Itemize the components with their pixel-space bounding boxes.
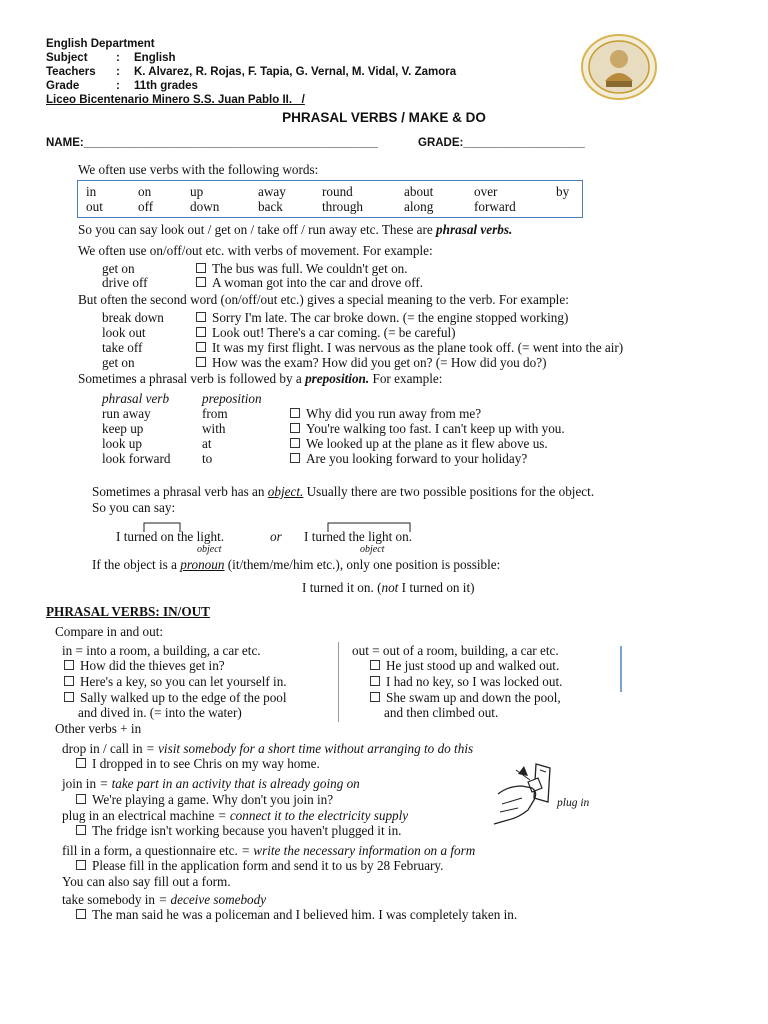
prep-prep: from <box>202 406 228 421</box>
item-example <box>76 858 443 874</box>
item-def: = write the necessary information on a form <box>241 843 476 858</box>
example-text: The fridge isn't working because you haven't plugged it in. <box>92 823 402 838</box>
example-text: A woman got into the car and drove off. <box>212 275 424 290</box>
word: forward <box>474 199 516 214</box>
example-text: It was my first flight. I was nervous as the plane took off. (= went into the air) <box>212 340 624 355</box>
checkbox-icon <box>196 357 206 367</box>
text: (it/them/me/him etc.), only one position is possible: <box>224 557 501 572</box>
word: by <box>556 184 570 199</box>
item-def: = take part in an activity that is already going on <box>99 776 360 791</box>
checkbox-icon <box>196 277 206 287</box>
prep-example <box>290 436 548 452</box>
grade-field[interactable]: GRADE:___________________ <box>418 137 585 149</box>
out-example <box>370 674 562 690</box>
example-text: I dropped in to see Chris on my way home. <box>92 756 320 771</box>
phrasal-verbs-term: phrasal verbs. <box>436 222 513 237</box>
item-heading <box>62 843 475 859</box>
example-text: Look out! There's a car coming. (= be careful) <box>212 325 456 340</box>
out-example-cont: and then climbed out. <box>384 705 499 720</box>
item-heading <box>62 892 266 908</box>
special-example <box>196 310 568 326</box>
in-example <box>64 658 225 674</box>
col-head-verb: phrasal verb <box>102 391 170 406</box>
word: about <box>404 184 434 199</box>
special-example <box>196 340 623 356</box>
object-intro <box>92 484 594 500</box>
colon: : <box>116 80 120 92</box>
movement-example <box>196 275 423 291</box>
in-definition: in = into a room, a building, a car etc. <box>62 643 261 658</box>
item-head: fill in a form, a questionnaire etc. <box>62 843 238 858</box>
example-text: The bus was full. We couldn't get on. <box>212 261 408 276</box>
plug-in-label: plug in <box>557 797 590 809</box>
checkbox-icon <box>76 909 86 919</box>
checkbox-icon <box>64 676 74 686</box>
fillout-line: You can also say fill out a form. <box>62 874 231 889</box>
checkbox-icon <box>196 327 206 337</box>
prep-example <box>290 406 481 422</box>
object-label: object <box>360 544 385 555</box>
word: down <box>190 199 220 214</box>
item-example <box>76 823 401 839</box>
word: up <box>190 184 204 199</box>
checkbox-icon <box>370 660 380 670</box>
text: Sometimes a phrasal verb has an <box>92 484 268 499</box>
grade-value: 11th grades <box>134 80 198 92</box>
checkbox-icon <box>76 825 86 835</box>
text: If the object is a <box>92 557 181 572</box>
example-text: How was the exam? How did you get on? (= How did you do?) <box>212 355 547 370</box>
item-head: drop in / call in <box>62 741 143 756</box>
prep-verb: keep up <box>102 421 144 436</box>
prep-verb: look up <box>102 436 142 451</box>
word: over <box>474 184 498 199</box>
teachers-row <box>46 66 456 80</box>
example-text: We looked up at the plane as it flew above us. <box>306 436 548 451</box>
object-example-1: I turned on the light. <box>116 529 225 544</box>
checkbox-icon <box>370 676 380 686</box>
prep-example <box>290 451 527 467</box>
grade-label: Grade <box>46 80 80 92</box>
checkbox-icon <box>76 860 86 870</box>
plug-in-icon <box>488 758 558 838</box>
column-edge <box>620 646 622 692</box>
item-heading <box>62 741 473 757</box>
checkbox-icon <box>290 438 300 448</box>
section-heading-inout: PHRASAL VERBS: IN/OUT <box>46 604 210 619</box>
object-line-2: So you can say: <box>92 500 176 515</box>
example-text: The man said he was a policeman and I believed him. I was completely taken in. <box>92 907 518 922</box>
item-head: join in <box>62 776 97 791</box>
checkbox-icon <box>76 794 86 804</box>
department: English Department <box>46 38 155 50</box>
special-intro: But often the second word (on/off/out etc.) gives a special meaning to the verb. For example: <box>78 292 569 307</box>
pronoun-example <box>302 580 475 596</box>
subject-row <box>46 52 176 66</box>
checkbox-icon <box>290 408 300 418</box>
checkbox-icon <box>290 453 300 463</box>
not-word: not <box>381 580 399 595</box>
school-logo <box>580 33 658 101</box>
compare-line: Compare in and out: <box>55 624 164 639</box>
text: Usually there are two possible positions for the object. <box>303 484 595 499</box>
in-example <box>64 690 287 706</box>
intro-line-2 <box>78 222 512 238</box>
checkbox-icon <box>196 312 206 322</box>
teachers-label: Teachers <box>46 66 96 78</box>
example-text: I had no key, so I was locked out. <box>386 674 563 689</box>
special-verb: break down <box>102 310 164 325</box>
object-term: object. <box>267 484 304 499</box>
checkbox-icon <box>64 660 74 670</box>
word: away <box>258 184 286 199</box>
item-example <box>76 907 517 923</box>
item-def: = connect it to the electricity supply <box>217 808 409 823</box>
text: Sometimes a phrasal verb is followed by a <box>78 371 306 386</box>
word: round <box>322 184 353 199</box>
movement-verb: get on <box>102 261 135 276</box>
example-text: You're walking too fast. I can't keep up with you. <box>306 421 565 436</box>
intro-line-1: We often use verbs with the following words: <box>78 162 319 177</box>
example-text: He just stood up and walked out. <box>386 658 560 673</box>
special-example <box>196 325 456 341</box>
special-verb: get on <box>102 355 135 370</box>
item-example <box>76 756 320 772</box>
out-example <box>370 658 559 674</box>
example-text: Sorry I'm late. The car broke down. (= the engine stopped working) <box>212 310 569 325</box>
special-example <box>196 355 547 371</box>
subject-value: English <box>134 52 176 64</box>
special-verb: take off <box>102 340 143 355</box>
out-definition: out = out of a room, building, a car etc. <box>352 643 559 658</box>
item-def: = visit somebody for a short time without arranging to do this <box>145 741 474 756</box>
column-divider <box>338 642 339 722</box>
prep-prep: with <box>202 421 226 436</box>
example-text: Please fill in the application form and send it to us by 28 February. <box>92 858 444 873</box>
word: out <box>86 199 103 214</box>
example-text: Here's a key, so you can let yourself in. <box>80 674 287 689</box>
prep-prep: at <box>202 436 212 451</box>
object-label: object <box>197 544 222 555</box>
checkbox-icon <box>76 758 86 768</box>
other-verbs: Other verbs + in <box>55 721 142 736</box>
grade-row <box>46 80 198 94</box>
colon: : <box>116 66 120 78</box>
intro-line-3: We often use on/off/out etc. with verbs of movement. For example: <box>78 243 433 258</box>
preposition-intro <box>78 371 442 387</box>
special-verb: look out <box>102 325 146 340</box>
slash: / <box>301 94 305 106</box>
example-text: How did the thieves get in? <box>80 658 225 673</box>
school-text: Liceo Bicentenario Minero S.S. Juan Pablo II. <box>46 94 293 106</box>
item-head: plug in an electrical machine <box>62 808 215 823</box>
item-heading <box>62 776 360 792</box>
out-example <box>370 690 561 706</box>
prep-example <box>290 421 565 437</box>
word: through <box>322 199 364 214</box>
text: For example: <box>369 371 443 386</box>
school-name <box>46 94 305 108</box>
pronoun-term: pronoun <box>180 557 225 572</box>
col-head-prep: preposition <box>202 391 262 406</box>
checkbox-icon <box>370 692 380 702</box>
or-word: or <box>270 529 282 544</box>
prep-verb: run away <box>102 406 151 421</box>
item-example <box>76 792 333 808</box>
teachers-value: K. Alvarez, R. Rojas, F. Tapia, G. Vernal, M. Vidal, V. Zamora <box>134 66 457 78</box>
text: I turned on it) <box>398 580 475 595</box>
example-text: Why did you run away from me? <box>306 406 482 421</box>
item-head: take somebody in <box>62 892 156 907</box>
item-heading <box>62 808 408 824</box>
word: on <box>138 184 152 199</box>
prep-prep: to <box>202 451 213 466</box>
word: in <box>86 184 97 199</box>
checkbox-icon <box>196 263 206 273</box>
word: off <box>138 199 154 214</box>
preposition-term: preposition. <box>305 371 370 386</box>
checkbox-icon <box>64 692 74 702</box>
example-text: She swam up and down the pool, <box>386 690 561 705</box>
item-def: = deceive somebody <box>158 892 267 907</box>
in-example-cont: and dived in. (= into the water) <box>78 705 242 720</box>
example-text: Are you looking forward to your holiday? <box>306 451 528 466</box>
intro-line-2-text: So you can say look out / get on / take off / run away etc. These are <box>78 222 437 237</box>
checkbox-icon <box>196 342 206 352</box>
example-text: Sally walked up to the edge of the pool <box>80 690 287 705</box>
text: I turned it on. ( <box>302 580 382 595</box>
name-field[interactable]: NAME:______________________________________________ <box>46 137 378 149</box>
word: along <box>404 199 434 214</box>
page-title: PHRASAL VERBS / MAKE & DO <box>282 110 486 125</box>
pronoun-line <box>92 557 500 573</box>
colon: : <box>116 52 120 64</box>
movement-verb: drive off <box>102 275 148 290</box>
in-example <box>64 674 287 690</box>
word: back <box>258 199 283 214</box>
prep-verb: look forward <box>102 451 171 466</box>
checkbox-icon <box>290 423 300 433</box>
subject-label: Subject <box>46 52 88 64</box>
words-grid <box>86 184 576 216</box>
object-example-2: I turned the light on. <box>304 529 413 544</box>
example-text: We're playing a game. Why don't you join in? <box>92 792 334 807</box>
